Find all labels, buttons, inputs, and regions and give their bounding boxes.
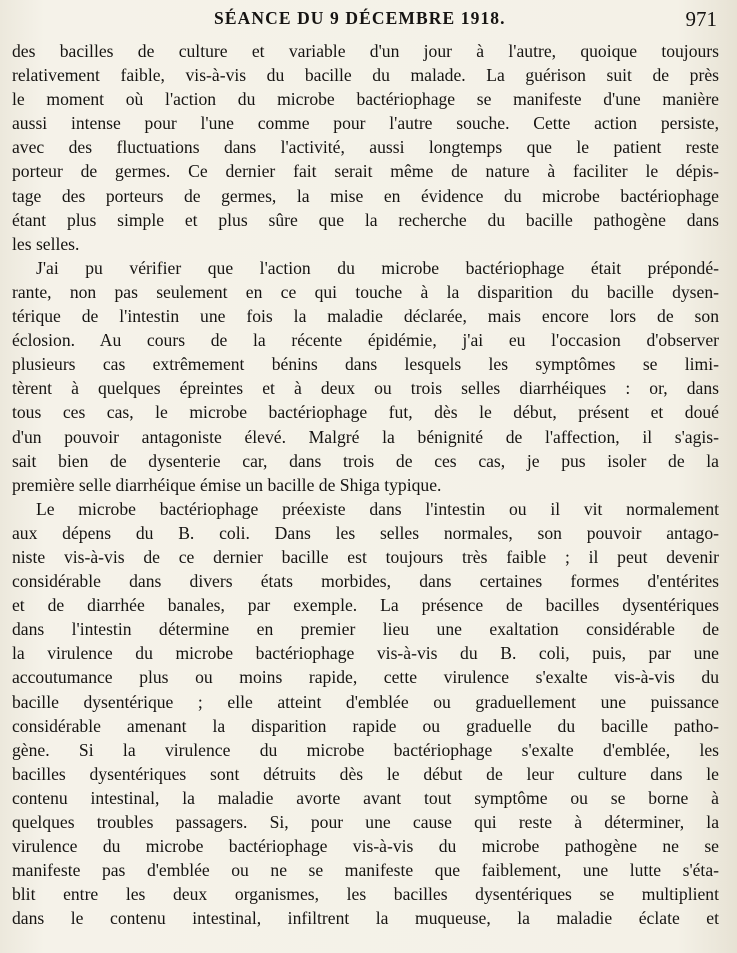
text-line: des bacilles de culture et variable d'un jour à l'autre, quoique toujours: [12, 41, 719, 61]
text-line: et de diarrhée banales, par exemple. La présence de bacilles dysentériques: [12, 595, 719, 616]
text-line: quelques troubles passagers. Si, pour une cause qui reste à déterminer, la: [12, 812, 719, 832]
text-line: considérable dans divers états morbides, dans certaines formes d'entérites: [12, 571, 719, 592]
paragraph-mechanism: [12, 497, 719, 931]
text-line: blit entre les deux organismes, les bacilles dysentériques se multiplient: [12, 884, 719, 905]
text-line: tage des porteurs de germes, la mise en évidence du microbe bactériophage: [12, 185, 719, 206]
text-line: tous ces cas, le microbe bactériophage fut, dès le début, présent et doué: [12, 402, 719, 423]
text-line: relativement faible, vis-à-vis du bacille du malade. La guérison suit de près: [12, 65, 719, 86]
paragraph-continuation: [12, 39, 719, 256]
text-line: étant plus simple et plus sûre que la recherche du bacille pathogène dans: [12, 209, 719, 230]
text-line: niste vis-à-vis de ce dernier bacille est toujours très faible ; il peut devenir: [12, 546, 719, 567]
text-line: dans le contenu intestinal, infiltrent la muqueuse, la maladie éclate et: [12, 908, 719, 929]
running-title: SÉANCE DU 9 DÉCEMBRE 1918.: [214, 8, 506, 28]
page-number: 971: [685, 7, 717, 31]
text-line: bacilles dysentériques sont détruits dès le début de leur culture dans le: [12, 763, 719, 784]
text-line: d'un pouvoir antagoniste élevé. Malgré la bénignité de l'affection, il s'agis-: [12, 426, 719, 447]
paragraph-observations: [12, 256, 719, 497]
text-line: les selles.: [12, 233, 80, 254]
text-line: accoutumance plus ou moins rapide, cette virulence s'exalte vis-à-vis du: [12, 667, 719, 688]
text-line: virulence du microbe bactériophage vis-à-vis du microbe pathogène ne se: [12, 836, 719, 857]
text-line: manifeste pas d'emblée ou ne se manifeste que faiblement, une lutte s'éta-: [12, 860, 719, 881]
text-line: rante, non pas seulement en ce qui touche à la disparition du bacille dysen-: [12, 281, 719, 302]
text-line: aux dépens du B. coli. Dans les selles normales, son pouvoir antago-: [12, 522, 719, 543]
text-line: dans l'intestin détermine en premier lieu une exaltation considérable de: [12, 619, 719, 640]
text-line: gène. Si la virulence du microbe bactériophage s'exalte d'emblée, les: [12, 739, 719, 760]
text-line: éclosion. Au cours de la récente épidémie, j'ai eu l'occasion d'observer: [12, 330, 719, 351]
text-line: térique de l'intestin une fois la maladie déclarée, mais encore lors de son: [12, 306, 719, 327]
text-line: la virulence du microbe bactériophage vis-à-vis du B. coli, puis, par une: [12, 643, 719, 664]
text-line: considérable amenant la disparition rapide ou graduelle du bacille patho-: [12, 715, 719, 736]
text-line: porteur de germes. Ce dernier fait serait même de nature à faciliter le dépis-: [12, 161, 719, 182]
text-line: bacille dysentérique ; elle atteint d'emblée ou graduellement une puissance: [12, 691, 719, 712]
text-line: avec des fluctuations dans l'activité, aussi longtemps que le patient reste: [12, 137, 719, 158]
text-line: le moment où l'action du microbe bactériophage se manifeste d'une manière: [12, 89, 719, 110]
running-head: [0, 8, 737, 36]
text-line: Le microbe bactériophage préexiste dans l'intestin ou il vit normalement: [36, 498, 719, 519]
text-line: tèrent à quelques épreintes et à deux ou trois selles diarrhéiques : or, dans: [12, 378, 719, 399]
text-line: plusieurs cas extrêmement bénins dans lesquels les symptômes se limi-: [12, 354, 719, 375]
text-line: sait bien de dysenterie car, dans trois de ces cas, je pus isoler de la: [12, 450, 719, 471]
text-line: contenu intestinal, la maladie avorte avant tout symptôme ou se borne à: [12, 787, 719, 808]
body-text: [12, 39, 719, 930]
text-line: J'ai pu vérifier que l'action du microbe bactériophage était prépondé-: [36, 257, 719, 278]
text-line: première selle diarrhéique émise un bacille de Shiga typique.: [12, 474, 442, 495]
text-line: aussi intense pour l'une comme pour l'autre souche. Cette action persiste,: [12, 113, 719, 134]
